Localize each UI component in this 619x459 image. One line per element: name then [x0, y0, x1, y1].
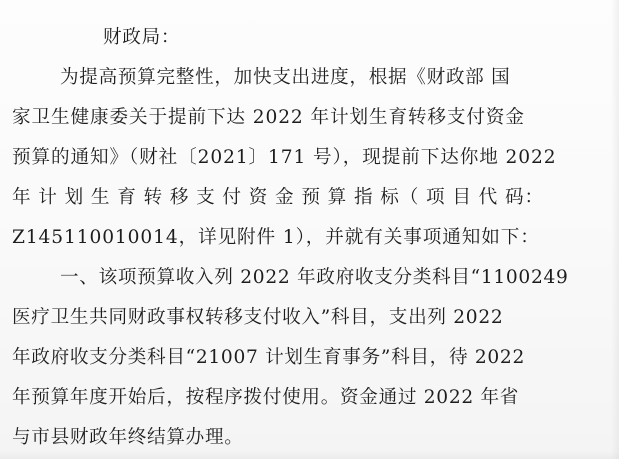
paragraph-line-9: 年预算年度开始后，按程序拨付使用。资金通过 2022 年省: [12, 387, 520, 408]
paragraph-line-5: Z145110010014，详见附件 1），并就有关事项通知如下：: [12, 227, 540, 248]
page-bottom-shadow: [0, 451, 619, 459]
salutation: 财政局：: [103, 27, 181, 48]
paragraph-line-3: 预算的通知》（财社〔2021〕171 号），现提前下达你地 2022: [12, 147, 557, 168]
paragraph-line-4: 年 计 划 生 育 转 移 支 付 资 金 预 算 指 标（ 项 目 代 码：: [12, 187, 544, 208]
paragraph-line-10: 与市县财政年终结算办理。: [12, 427, 244, 448]
paragraph-line-1: 为提高预算完整性，加快支出进度，根据《财政部 国: [60, 67, 511, 88]
page-edge-shadow: [611, 0, 619, 459]
paragraph-line-8: 年政府收支分类科目“21007 计划生育事务”科目，待 2022: [12, 347, 525, 368]
paragraph-line-7: 医疗卫生共同财政事权转移支付收入”科目，支出列 2022: [12, 307, 504, 328]
paragraph-line-2: 家卫生健康委关于提前下达 2022 年计划生育转移支付资金: [12, 107, 525, 128]
paragraph-line-6: 一、该项预算收入列 2022 年政府收支分类科目“1100249: [60, 267, 569, 288]
